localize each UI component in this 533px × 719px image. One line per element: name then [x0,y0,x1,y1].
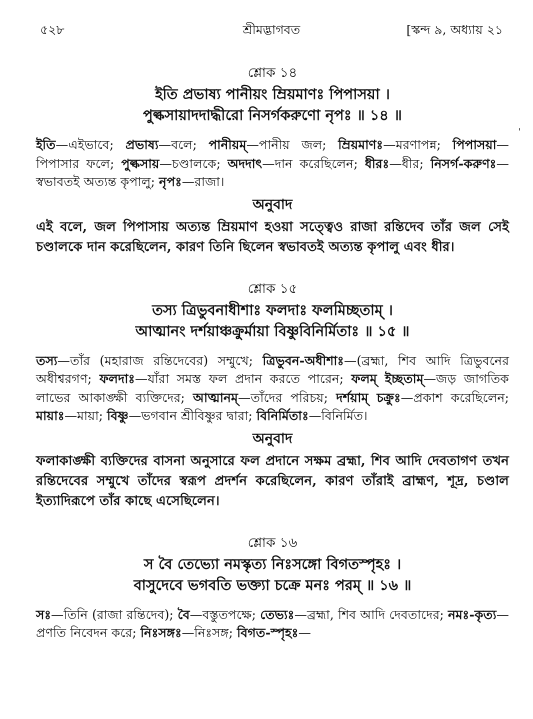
gloss-meaning: —পিপাসার ফলে; [36,137,509,171]
gloss-term: অদদাৎ [227,155,263,171]
gloss-meaning: —স্বভাবতই অত্যন্ত কৃপালু; [36,155,509,189]
verse-line: স বৈ তেভ্যো নমস্কৃত্য নিঃসঙ্গো বিগতস্পৃহঃ । [143,555,402,573]
gloss-meaning: —বলে; [158,137,209,152]
gloss-term: পানীয়ম্ [208,137,247,152]
verse-line: পুল্কসায়াদদাদ্ধীরো নিসর্গকরুণো নৃপঃ ॥ ১৪ ॥ [143,107,402,124]
gloss-meaning: —তাঁর (মহারাজ রন্তিদেবের) সম্মুখে; [57,352,263,368]
gloss-term: মায়াঃ [36,408,65,423]
gloss-term: আত্মানম্ [193,389,239,405]
gloss-meaning: —যাঁরা সমস্ত ফল প্রদান করতে পারেন; [135,371,352,386]
gloss-meaning: —মরণাপন্ন; [383,137,453,152]
verse-title: শ্লোক ১৫ [247,280,298,297]
gloss-meaning: —ধীর; [389,155,431,171]
gloss-term: প্রভাষ্য [125,137,159,152]
verse-16 [36,534,509,643]
gloss-term: ত্রিভুবন-অধীশাঃ [262,352,345,368]
gloss-term: নমঃ-কৃত্য [448,606,497,622]
gloss-meaning: —এইভাবে; [55,137,126,152]
page-content [36,64,509,647]
translation-text: ফলাকাঙ্ক্ষী ব্যক্তিদের বাসনা অনুসারে ফল প্রদানে সক্ষম ব্রহ্মা, শিব আদি দেবতাগণ তখন রন্তিদেবের সম্মুখে তাঁদের স্বরূপ প্রদর্শন করেছিলেন, কারণ তাঁরাই ব্রাহ্মণ, শূদ্র, চণ্ডাল ইত্যাদিরূপে তাঁর কাছে এসেছিলেন। [36,453,509,509]
gloss-term: বৈ [177,606,190,622]
verse-14 [36,64,509,258]
gloss-term: নিঃসঙ্গঃ [140,625,182,640]
verse-line: বাসুদেবে ভগবতি ভক্ত্যা চক্রে মনঃ পরম্ ॥ ১৬ ॥ [133,576,412,594]
book-title: শ্রীমদ্ভাগবত [242,22,301,37]
gloss-term: বিগত-স্পৃহঃ [237,625,299,640]
gloss-meaning: —তাঁদের পরিচয়; [238,389,337,405]
gloss-meaning: —প্রণতি নিবেদন করে; [36,606,509,640]
gloss-meaning: —নিঃসঙ্গ; [181,625,238,640]
verse-title: শ্লোক ১৬ [247,534,298,551]
gloss-term: তেভ্যঃ [260,606,295,622]
gloss-meaning: —(ব্রহ্মা, শিব আদি ত্রিভুবনের অধীশ্বরগণ; [36,352,510,386]
stray-mark: ˈ [518,128,521,139]
gloss-meaning: —তিনি (রাজা রন্তিদেব); [51,606,178,622]
gloss-term: ফলদাঃ [99,371,136,386]
verse-title: শ্লোক ১৪ [247,65,298,81]
gloss-term: বিষ্ণু [107,408,129,423]
verse-line: তস্য ত্রিভুবনাধীশাঃ ফলদাঃ ফলমিচ্ছতাম্ । [152,301,393,319]
gloss-term: সঃ [36,606,52,622]
gloss-term: বিনির্মিতাঃ [256,408,309,423]
gloss-meaning: —ব্রহ্মা, শিব আদি দেবতাদের; [294,606,449,622]
verse-15 [36,280,509,512]
gloss-meaning: —বস্তুতপক্ষে; [189,606,261,622]
gloss-term: ম্রিয়মাণঃ [338,137,384,152]
gloss-term: ইতি [36,137,56,152]
translation-text: এই বলে, জল পিপাসায় অত্যন্ত ম্রিয়মাণ হওয়া সত্ত্বেও রাজা রন্তিদেব তাঁর জল সেই চণ্ডালকে দান করেছিলেন, কারণ তিনি ছিলেন স্বভাবতই অত্যন্ত কৃপালু এবং ধীর। [36,219,509,255]
gloss-meaning: —প্রকাশ করেছিলেন; [400,389,509,405]
gloss-meaning: —রাজা। [181,174,225,189]
translation-title: অনুবাদ [252,430,293,447]
chapter-reference: [স্কন্দ ৯, অধ্যায় ২১ [406,22,503,37]
page-number: ৫২৮ [40,22,65,37]
gloss-meaning: —বিনির্মিত। [308,408,368,423]
word-meanings [36,136,509,192]
gloss-term: নিসর্গ-করুণঃ [430,155,497,171]
gloss-meaning: —মায়া; [64,408,107,423]
word-meanings [36,606,509,643]
gloss-term: নৃপঃ [159,174,182,189]
word-meanings [36,352,509,426]
gloss-meaning: —দান করেছিলেন; [262,155,365,171]
page-header [40,22,503,42]
gloss-term: ফলম্ ইচ্ছতাম্ [351,371,424,386]
gloss-meaning: —ভগবান শ্রীবিষ্ণুর দ্বারা; [128,408,257,423]
gloss-term: পিপাসয়া [452,137,497,152]
gloss-meaning: — [298,625,311,640]
translation-title: অনুবাদ [252,196,293,213]
gloss-term: ধীরঃ [364,155,390,171]
gloss-term: পুল্কসায় [121,155,160,171]
verse-line: আত্মানং দর্শয়াঞ্চক্রুর্মায়া বিষ্ণুবিনির্মিতাঃ ॥ ১৫ ॥ [135,322,410,340]
gloss-meaning: —চণ্ডালকে; [159,155,228,171]
gloss-meaning: —পানীয় জল; [246,137,339,152]
gloss-term: দর্শয়াম্ চক্রুঃ [336,389,401,405]
verse-line: ইতি প্রভাষ্য পানীয়ং ম্রিয়মাণঃ পিপাসয়া । [155,86,390,103]
gloss-term: তস্য [36,352,58,368]
gloss-meaning: —জড় জাগতিক লাভের আকাঙ্ক্ষী ব্যক্তিদের; [36,371,509,405]
